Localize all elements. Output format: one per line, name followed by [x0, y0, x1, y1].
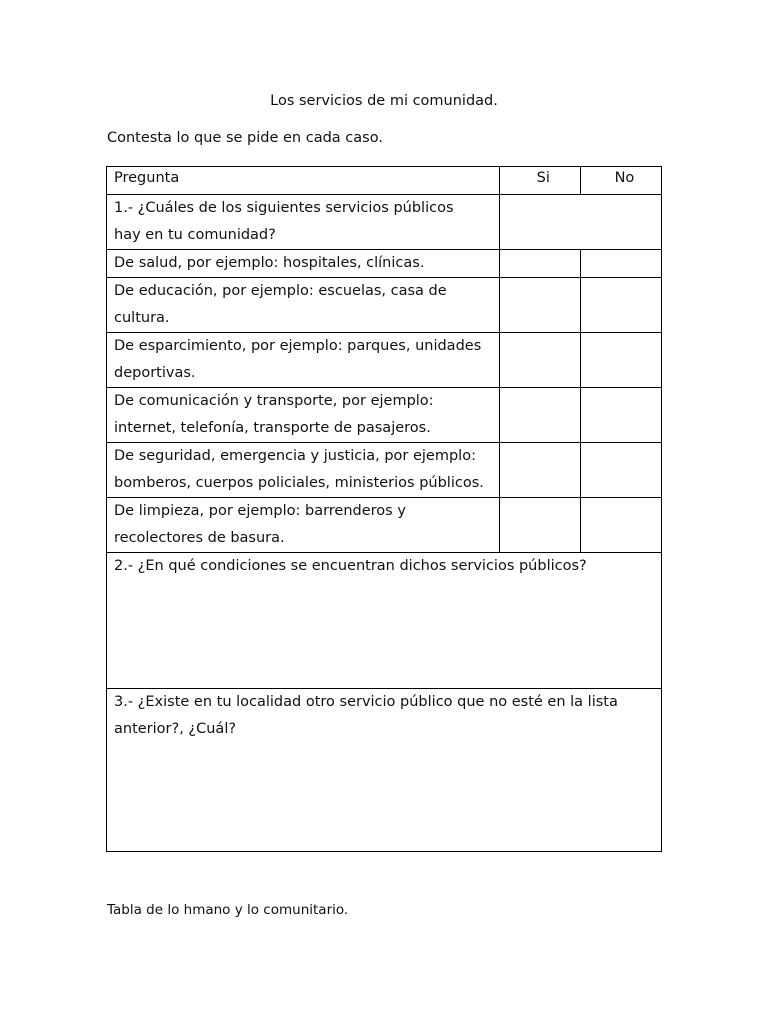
yes-answer-cell[interactable]	[499, 333, 580, 388]
question-3-text: 3.- ¿Existe en tu localidad otro servicio público que no esté en la lista anterior?, ¿Cuál?	[114, 694, 618, 737]
header-no: No	[580, 167, 661, 195]
yes-answer-cell[interactable]	[499, 498, 580, 553]
table-row	[107, 250, 662, 278]
no-answer-cell[interactable]	[580, 388, 661, 443]
no-answer-cell[interactable]	[580, 250, 661, 278]
yes-answer-cell[interactable]	[499, 250, 580, 278]
service-label: De comunicación y transporte, por ejemplo: internet, telefonía, transporte de pasajeros.	[107, 388, 500, 443]
header-question: Pregunta	[107, 167, 500, 195]
table-row	[107, 443, 662, 498]
service-label: De esparcimiento, por ejemplo: parques, unidades deportivas.	[107, 333, 500, 388]
page-title: Los servicios de mi comunidad.	[270, 93, 498, 109]
no-answer-cell[interactable]	[580, 278, 661, 333]
table-row	[107, 278, 662, 333]
question-3-cell[interactable]	[107, 689, 662, 852]
instructions-text: Contesta lo que se pide en cada caso.	[107, 130, 383, 146]
yes-answer-cell[interactable]	[499, 278, 580, 333]
question-1-row	[107, 195, 662, 250]
question-3-row	[107, 689, 662, 852]
service-label: De seguridad, emergencia y justicia, por ejemplo: bomberos, cuerpos policiales, ministerios públicos.	[107, 443, 500, 498]
table-row	[107, 388, 662, 443]
no-answer-cell[interactable]	[580, 443, 661, 498]
service-label: De limpieza, por ejemplo: barrenderos y recolectores de basura.	[107, 498, 500, 553]
yes-answer-cell[interactable]	[499, 443, 580, 498]
yes-answer-cell[interactable]	[499, 388, 580, 443]
table-row	[107, 333, 662, 388]
service-label: De salud, por ejemplo: hospitales, clínicas.	[107, 250, 500, 278]
service-label: De educación, por ejemplo: escuelas, casa de cultura.	[107, 278, 500, 333]
question-1-text: 1.- ¿Cuáles de los siguientes servicios públicos hay en tu comunidad?	[114, 200, 454, 243]
question-2-row	[107, 553, 662, 689]
table-header-row	[107, 167, 662, 195]
no-answer-cell[interactable]	[580, 333, 661, 388]
question-1-blank	[499, 195, 661, 250]
question-2-text: 2.- ¿En qué condiciones se encuentran dichos servicios públicos?	[114, 558, 587, 574]
questionnaire-table	[106, 166, 662, 852]
header-yes: Si	[499, 167, 580, 195]
footer-caption: Tabla de lo hmano y lo comunitario.	[107, 902, 349, 918]
question-2-cell[interactable]	[107, 553, 662, 689]
table-row	[107, 498, 662, 553]
question-1-cell	[107, 195, 500, 250]
no-answer-cell[interactable]	[580, 498, 661, 553]
